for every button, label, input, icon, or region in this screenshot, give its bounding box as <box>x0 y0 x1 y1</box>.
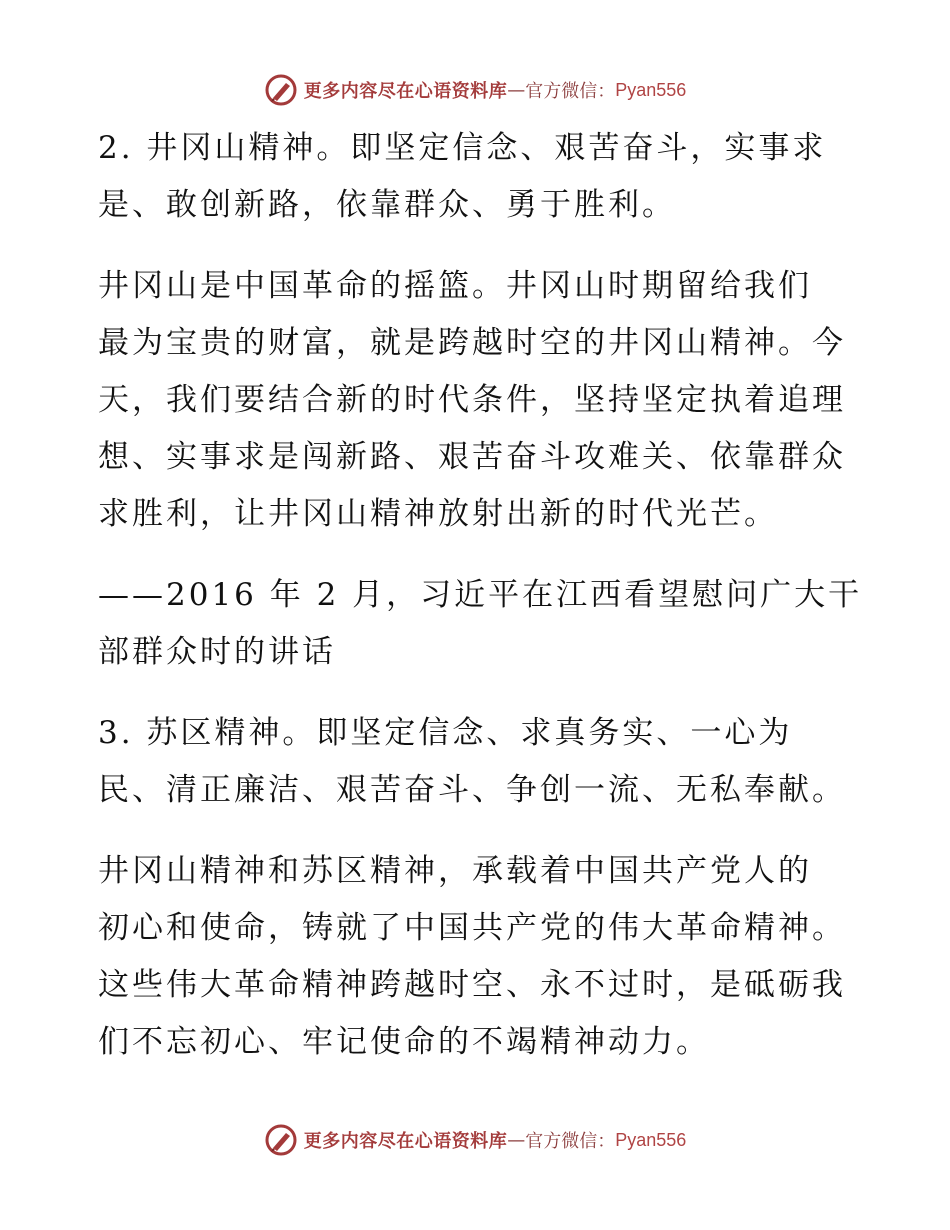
text-line: 2. 井冈山精神。即坚定信念、艰苦奋斗，实事求 <box>98 130 827 166</box>
text-line: 最为宝贵的财富，就是跨越时空的井冈山精神。今 <box>98 325 846 361</box>
text-line: 井冈山是中国革命的摇篮。井冈山时期留给我们 <box>98 268 812 304</box>
text-line: 是、敢创新路，依靠群众、勇于胜利。 <box>98 187 676 223</box>
text-line: 们不忘初心、牢记使命的不竭精神动力。 <box>98 1024 710 1060</box>
paragraph-jinggangshan-quote <box>98 258 858 543</box>
text-line: 这些伟大革命精神跨越时空、永不过时，是砥砺我 <box>98 967 846 1003</box>
text-line: 3. 苏区精神。即坚定信念、求真务实、一心为 <box>98 715 793 751</box>
text-line: 民、清正廉洁、艰苦奋斗、争创一流、无私奉献。 <box>98 772 846 808</box>
banner-wechat-id: Pyan556 <box>615 79 687 100</box>
banner-separator: — <box>507 1129 526 1151</box>
pen-logo-icon <box>264 1123 298 1157</box>
document-body <box>98 120 863 1095</box>
text-line: 部群众时的讲话 <box>98 634 336 670</box>
banner-wechat-id: Pyan556 <box>615 1129 687 1150</box>
paragraph-suqu-spirit <box>98 705 858 819</box>
text-line: 初心和使命，铸就了中国共产党的伟大革命精神。 <box>98 910 846 946</box>
header-banner <box>0 70 950 110</box>
banner-wechat-label: 官方微信： <box>525 81 616 102</box>
text-line: 井冈山精神和苏区精神，承载着中国共产党人的 <box>98 853 812 889</box>
banner-main-text: 更多内容尽在心语资料库 <box>303 81 508 102</box>
text-line: ——2016 年 2 月，习近平在江西看望慰问广大干 <box>98 577 863 613</box>
text-line: 天，我们要结合新的时代条件，坚持坚定执着追理 <box>98 382 846 418</box>
footer-banner <box>0 1120 950 1160</box>
text-line: 想、实事求是闯新路、艰苦奋斗攻难关、依靠群众 <box>98 439 846 475</box>
paragraph-revolutionary-spirit <box>98 843 858 1071</box>
banner-separator: — <box>507 79 526 101</box>
paragraph-attribution <box>98 567 863 681</box>
banner-wechat-label: 官方微信： <box>525 1131 616 1152</box>
banner-main-text: 更多内容尽在心语资料库 <box>303 1131 508 1152</box>
pen-logo-icon <box>264 73 298 107</box>
paragraph-jinggangshan-spirit <box>98 120 858 234</box>
text-line: 求胜利，让井冈山精神放射出新的时代光芒。 <box>98 496 778 532</box>
